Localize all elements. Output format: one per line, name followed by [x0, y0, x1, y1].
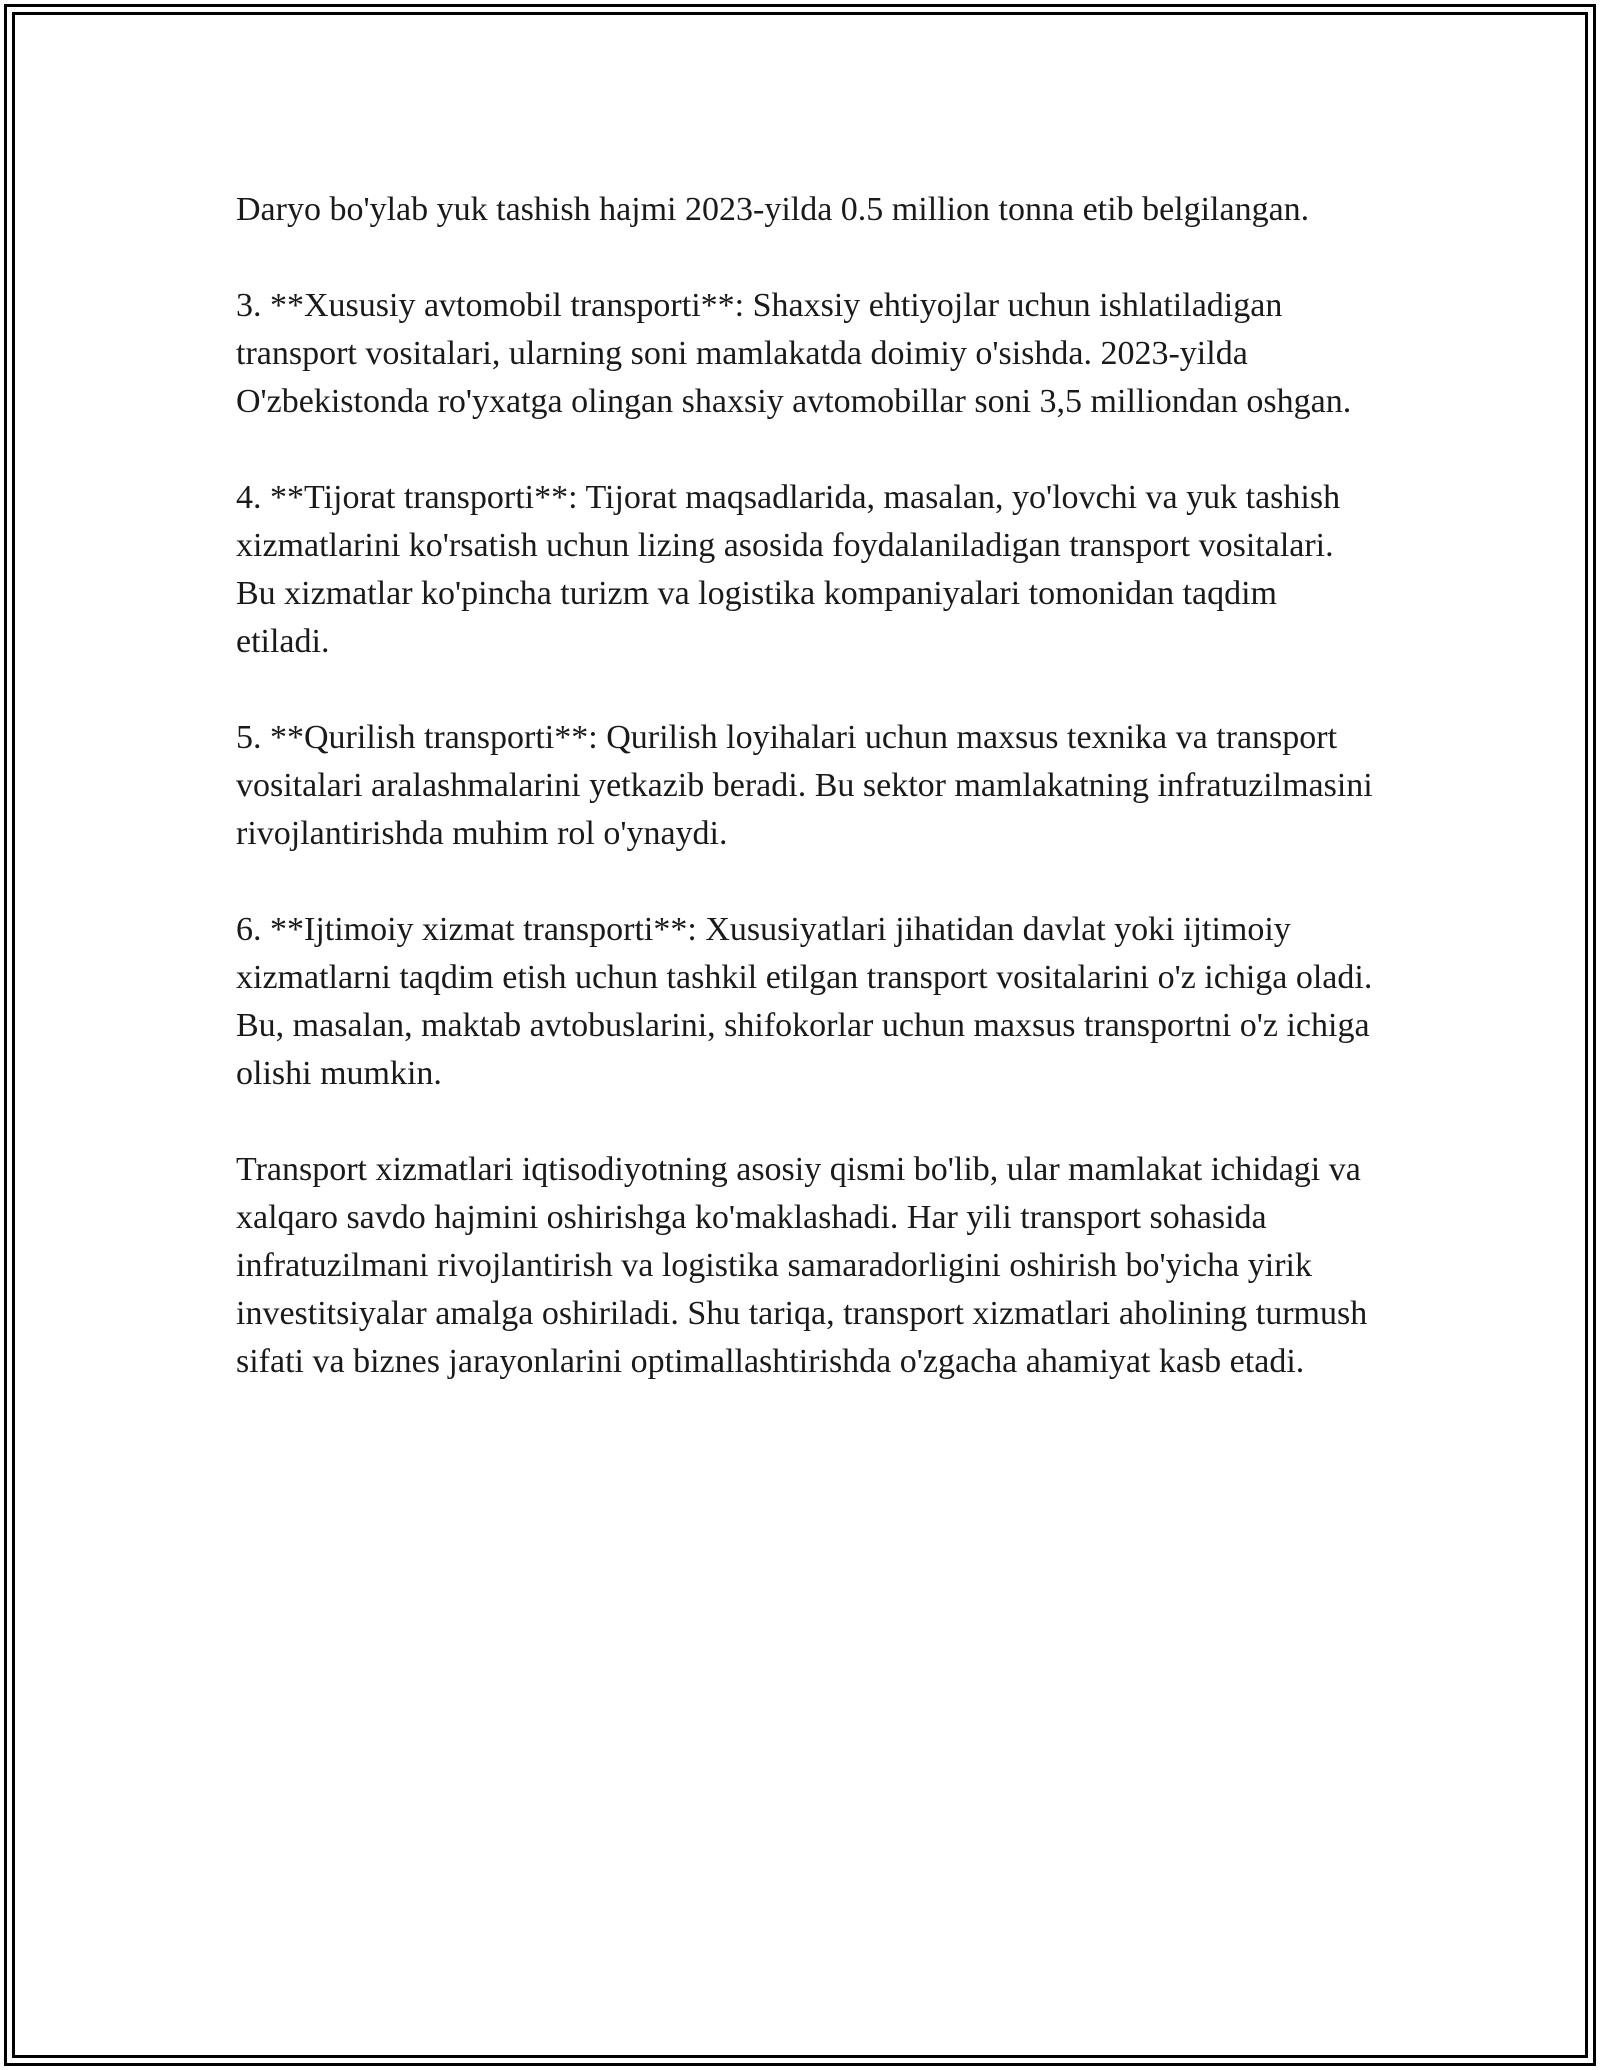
paragraph-social-service-transport: 6. **Ijtimoiy xizmat transporti**: Xususiyatlari jihatidan davlat yoki ijtimoiy xizmatlarni taqdim etish uchun tashkil etilgan transport vositalarini o'z ichiga oladi. Bu, masalan, maktab avtobuslarini, shifokorlar uchun maxsus transportni o'z ichiga olishi mumkin. — [236, 911, 1373, 1092]
paragraph-commercial-transport: 4. **Tijorat transporti**: Tijorat maqsadlarida, masalan, yo'lovchi va yuk tashish xizmatlarini ko'rsatish uchun lizing asosida foydalaniladigan transport vositalari. Bu xizmatlar ko'pincha turizm va logistika kompaniyalari tomonidan taqdim etiladi. — [236, 479, 1341, 660]
paragraph-river-freight: Daryo bo'ylab yuk tashish hajmi 2023-yilda 0.5 million tonna etib belgilangan. — [236, 191, 1310, 228]
paragraph-private-transport: 3. **Xususiy avtomobil transporti**: Shaxsiy ehtiyojlar uchun ishlatiladigan transport vositalari, ularning soni mamlakatda doimiy o'sishda. 2023-yilda O'zbekistonda ro'yxatga olingan shaxsiy avtomobillar soni 3,5 milliondan oshgan. — [236, 287, 1352, 420]
paragraph-construction-transport: 5. **Qurilish transporti**: Qurilish loyihalari uchun maxsus texnika va transport vositalari aralashmalarini yetkazib beradi. Bu sektor mamlakatning infratuzilmasini rivojlantirishda muhim rol o'ynaydi. — [236, 719, 1373, 852]
document-body — [236, 186, 1376, 1434]
paragraph-conclusion: Transport xizmatlari iqtisodiyotning asosiy qismi bo'lib, ular mamlakat ichidagi va xalqaro savdo hajmini oshirishga ko'maklashadi. Har yili transport sohasida infratuzilmani rivojlantirish va logistika samaradorligini oshirish bo'yicha yirik investitsiyalar amalga oshiriladi. Shu tariqa, transport xizmatlari aholining turmush sifati va biznes jarayonlarini optimallashtirishda o'zgacha ahamiyat kasb etadi. — [236, 1151, 1368, 1380]
